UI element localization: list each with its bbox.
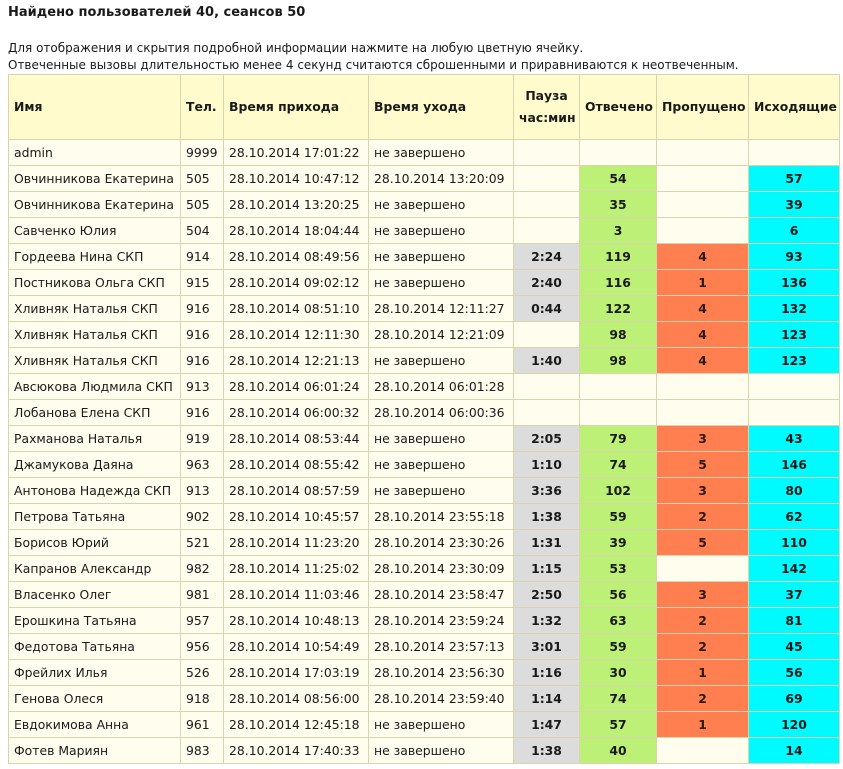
table-row	[9, 686, 840, 712]
cell-answered[interactable]: 53	[580, 556, 657, 582]
table-row	[9, 634, 840, 660]
cell-name: Власенко Олег	[9, 582, 181, 608]
cell-tel: 919	[181, 426, 224, 452]
cell-name: Рахманова Наталья	[9, 426, 181, 452]
cell-pause	[514, 322, 580, 348]
cell-missed	[657, 556, 749, 582]
cell-name: Хливняк Наталья СКП	[9, 322, 181, 348]
cell-missed	[657, 166, 749, 192]
cell-missed[interactable]: 4	[657, 322, 749, 348]
cell-departure: не завершено	[369, 192, 514, 218]
cell-arrival: 28.10.2014 08:51:10	[224, 296, 369, 322]
cell-pause[interactable]: 1:16	[514, 660, 580, 686]
cell-answered[interactable]: 122	[580, 296, 657, 322]
cell-name: Авсюкова Людмила СКП	[9, 374, 181, 400]
cell-answered[interactable]: 74	[580, 452, 657, 478]
cell-tel: 981	[181, 582, 224, 608]
cell-arrival: 28.10.2014 08:49:56	[224, 244, 369, 270]
table-row	[9, 322, 840, 348]
cell-outgoing[interactable]: 6	[749, 218, 840, 244]
cell-departure: 28.10.2014 23:56:30	[369, 660, 514, 686]
cell-outgoing[interactable]: 39	[749, 192, 840, 218]
cell-pause	[514, 140, 580, 166]
cell-departure: 28.10.2014 13:20:09	[369, 166, 514, 192]
cell-answered[interactable]: 63	[580, 608, 657, 634]
cell-tel: 957	[181, 608, 224, 634]
cell-pause	[514, 374, 580, 400]
cell-tel: 521	[181, 530, 224, 556]
cell-pause[interactable]: 2:05	[514, 426, 580, 452]
cell-pause[interactable]: 3:01	[514, 634, 580, 660]
cell-answered	[580, 400, 657, 426]
cell-outgoing[interactable]: 132	[749, 296, 840, 322]
cell-outgoing	[749, 140, 840, 166]
cell-tel: 913	[181, 478, 224, 504]
cell-arrival: 28.10.2014 08:55:42	[224, 452, 369, 478]
cell-name: Ерошкина Татьяна	[9, 608, 181, 634]
cell-pause[interactable]: 1:15	[514, 556, 580, 582]
cell-missed	[657, 218, 749, 244]
cell-pause	[514, 166, 580, 192]
cell-name: Антонова Надежда СКП	[9, 478, 181, 504]
table-row	[9, 374, 840, 400]
cell-departure: не завершено	[369, 140, 514, 166]
table-row	[9, 166, 840, 192]
cell-tel: 916	[181, 322, 224, 348]
cell-outgoing[interactable]: 69	[749, 686, 840, 712]
cell-departure: не завершено	[369, 348, 514, 374]
cell-answered[interactable]: 98	[580, 322, 657, 348]
cell-tel: 505	[181, 192, 224, 218]
column-header-answered[interactable]: Отвечено	[580, 75, 657, 140]
cell-outgoing[interactable]: 80	[749, 478, 840, 504]
table-row	[9, 348, 840, 374]
cell-departure: 28.10.2014 12:21:09	[369, 322, 514, 348]
cell-name: admin	[9, 140, 181, 166]
cell-outgoing	[749, 374, 840, 400]
table-header-row	[9, 75, 840, 140]
instruction-note: Для отображения и скрытия подробной информации нажмите на любую цветную ячейку.	[8, 41, 584, 55]
cell-tel: 526	[181, 660, 224, 686]
cell-missed[interactable]: 1	[657, 660, 749, 686]
cell-outgoing[interactable]: 93	[749, 244, 840, 270]
cell-pause[interactable]: 1:32	[514, 608, 580, 634]
cell-missed	[657, 374, 749, 400]
cell-arrival: 28.10.2014 08:57:59	[224, 478, 369, 504]
cell-arrival: 28.10.2014 06:00:32	[224, 400, 369, 426]
cell-tel: 505	[181, 166, 224, 192]
cell-answered[interactable]: 57	[580, 712, 657, 738]
cell-pause[interactable]: 2:50	[514, 582, 580, 608]
cell-departure: 28.10.2014 23:57:13	[369, 634, 514, 660]
cell-departure: 28.10.2014 06:01:28	[369, 374, 514, 400]
cell-missed[interactable]: 4	[657, 296, 749, 322]
table-row	[9, 452, 840, 478]
cell-name: Евдокимова Анна	[9, 712, 181, 738]
cell-missed	[657, 400, 749, 426]
cell-outgoing[interactable]: 43	[749, 426, 840, 452]
column-header-tel[interactable]: Тел.	[181, 75, 224, 140]
cell-pause[interactable]: 1:38	[514, 504, 580, 530]
table-row	[9, 556, 840, 582]
table-row	[9, 660, 840, 686]
cell-pause	[514, 192, 580, 218]
cell-tel: 982	[181, 556, 224, 582]
cell-departure: 28.10.2014 23:30:09	[369, 556, 514, 582]
cell-name: Фрейлих Илья	[9, 660, 181, 686]
cell-tel: 915	[181, 270, 224, 296]
column-header-pause-line2: час:мин	[519, 110, 576, 125]
cell-name: Генова Олеся	[9, 686, 181, 712]
cell-tel: 914	[181, 244, 224, 270]
cell-departure: не завершено	[369, 426, 514, 452]
cell-missed[interactable]: 3	[657, 478, 749, 504]
cell-arrival: 28.10.2014 11:23:20	[224, 530, 369, 556]
cell-pause[interactable]: 2:24	[514, 244, 580, 270]
cell-pause[interactable]: 2:40	[514, 270, 580, 296]
column-header-outgoing[interactable]: Исходящие	[749, 75, 840, 140]
cell-name: Лобанова Елена СКП	[9, 400, 181, 426]
cell-outgoing	[749, 400, 840, 426]
cell-answered[interactable]: 56	[580, 582, 657, 608]
cell-pause[interactable]: 0:44	[514, 296, 580, 322]
cell-pause[interactable]: 1:40	[514, 348, 580, 374]
cell-answered[interactable]: 116	[580, 270, 657, 296]
cell-tel: 916	[181, 400, 224, 426]
cell-arrival: 28.10.2014 17:01:22	[224, 140, 369, 166]
cell-name: Петрова Татьяна	[9, 504, 181, 530]
cell-tel: 983	[181, 738, 224, 764]
cell-name: Савченко Юлия	[9, 218, 181, 244]
cell-outgoing[interactable]: 45	[749, 634, 840, 660]
cell-arrival: 28.10.2014 17:40:33	[224, 738, 369, 764]
cell-outgoing[interactable]: 110	[749, 530, 840, 556]
column-header-arrival[interactable]: Время прихода	[224, 75, 369, 140]
cell-answered[interactable]: 59	[580, 504, 657, 530]
column-header-missed[interactable]: Пропущено	[657, 75, 749, 140]
cell-departure: не завершено	[369, 218, 514, 244]
table-row	[9, 738, 840, 764]
cell-answered[interactable]: 54	[580, 166, 657, 192]
cell-departure: 28.10.2014 23:30:26	[369, 530, 514, 556]
cell-arrival: 28.10.2014 10:54:49	[224, 634, 369, 660]
cell-outgoing[interactable]: 57	[749, 166, 840, 192]
table-row	[9, 192, 840, 218]
cell-tel: 916	[181, 348, 224, 374]
cell-departure: не завершено	[369, 478, 514, 504]
cell-answered[interactable]: 119	[580, 244, 657, 270]
users-sessions-table	[8, 74, 840, 764]
cell-name: Овчинникова Екатерина	[9, 166, 181, 192]
cell-departure: 28.10.2014 23:58:47	[369, 582, 514, 608]
cell-name: Хливняк Наталья СКП	[9, 348, 181, 374]
cell-pause[interactable]: 1:31	[514, 530, 580, 556]
cell-departure: не завершено	[369, 712, 514, 738]
table-row	[9, 582, 840, 608]
table-row	[9, 608, 840, 634]
cell-arrival: 28.10.2014 08:53:44	[224, 426, 369, 452]
cell-departure: 28.10.2014 23:55:18	[369, 504, 514, 530]
cell-arrival: 28.10.2014 11:03:46	[224, 582, 369, 608]
cell-outgoing[interactable]: 123	[749, 348, 840, 374]
cell-outgoing[interactable]: 136	[749, 270, 840, 296]
cell-departure: 28.10.2014 06:00:36	[369, 400, 514, 426]
cell-arrival: 28.10.2014 12:45:18	[224, 712, 369, 738]
cell-pause[interactable]: 1:47	[514, 712, 580, 738]
cell-missed	[657, 192, 749, 218]
cell-outgoing[interactable]: 62	[749, 504, 840, 530]
cell-departure: не завершено	[369, 738, 514, 764]
column-header-pause[interactable]	[514, 75, 580, 140]
cell-arrival: 28.10.2014 13:20:25	[224, 192, 369, 218]
page-heading: Найдено пользователей 40, сеансов 50	[8, 5, 306, 20]
cell-tel: 961	[181, 712, 224, 738]
cell-arrival: 28.10.2014 06:01:24	[224, 374, 369, 400]
cell-outgoing[interactable]: 142	[749, 556, 840, 582]
table-body	[9, 140, 840, 764]
cell-missed[interactable]: 2	[657, 686, 749, 712]
dropped-calls-note: Отвеченные вызовы длительностью менее 4 секунд считаются сброшенными и приравниваются к неотвеченным.	[8, 58, 739, 72]
table-row	[9, 244, 840, 270]
cell-missed[interactable]: 3	[657, 426, 749, 452]
cell-name: Фотев Мариян	[9, 738, 181, 764]
cell-tel: 902	[181, 504, 224, 530]
table-row	[9, 426, 840, 452]
cell-departure: не завершено	[369, 452, 514, 478]
table-row	[9, 504, 840, 530]
cell-tel: 9999	[181, 140, 224, 166]
cell-missed[interactable]: 1	[657, 270, 749, 296]
table-row	[9, 270, 840, 296]
cell-missed[interactable]: 2	[657, 634, 749, 660]
cell-name: Гордеева Нина СКП	[9, 244, 181, 270]
cell-outgoing[interactable]: 81	[749, 608, 840, 634]
cell-name: Овчинникова Екатерина	[9, 192, 181, 218]
cell-pause	[514, 400, 580, 426]
cell-tel: 918	[181, 686, 224, 712]
cell-arrival: 28.10.2014 18:04:44	[224, 218, 369, 244]
cell-tel: 916	[181, 296, 224, 322]
cell-answered	[580, 374, 657, 400]
cell-arrival: 28.10.2014 12:21:13	[224, 348, 369, 374]
table-row	[9, 140, 840, 166]
cell-departure: не завершено	[369, 270, 514, 296]
column-header-name[interactable]: Имя	[9, 75, 181, 140]
cell-arrival: 28.10.2014 10:48:13	[224, 608, 369, 634]
cell-tel: 956	[181, 634, 224, 660]
column-header-departure[interactable]: Время ухода	[369, 75, 514, 140]
cell-pause	[514, 218, 580, 244]
cell-answered[interactable]: 30	[580, 660, 657, 686]
cell-answered[interactable]: 3	[580, 218, 657, 244]
cell-pause[interactable]: 1:14	[514, 686, 580, 712]
cell-outgoing[interactable]: 123	[749, 322, 840, 348]
cell-missed[interactable]: 3	[657, 582, 749, 608]
cell-missed	[657, 140, 749, 166]
cell-answered[interactable]: 98	[580, 348, 657, 374]
table-row	[9, 218, 840, 244]
cell-answered[interactable]: 39	[580, 530, 657, 556]
cell-pause[interactable]: 3:36	[514, 478, 580, 504]
cell-outgoing[interactable]: 37	[749, 582, 840, 608]
table-row	[9, 530, 840, 556]
cell-missed[interactable]: 5	[657, 530, 749, 556]
cell-missed[interactable]: 2	[657, 608, 749, 634]
cell-departure: 28.10.2014 23:59:40	[369, 686, 514, 712]
cell-answered[interactable]: 79	[580, 426, 657, 452]
cell-answered[interactable]: 59	[580, 634, 657, 660]
cell-tel: 504	[181, 218, 224, 244]
cell-outgoing[interactable]: 146	[749, 452, 840, 478]
cell-arrival: 28.10.2014 10:45:57	[224, 504, 369, 530]
cell-outgoing[interactable]: 120	[749, 712, 840, 738]
cell-name: Федотова Татьяна	[9, 634, 181, 660]
cell-departure: не завершено	[369, 244, 514, 270]
cell-missed[interactable]: 4	[657, 244, 749, 270]
table-row	[9, 296, 840, 322]
cell-missed	[657, 738, 749, 764]
cell-pause[interactable]: 1:38	[514, 738, 580, 764]
cell-tel: 963	[181, 452, 224, 478]
cell-arrival: 28.10.2014 11:25:02	[224, 556, 369, 582]
cell-name: Хливняк Наталья СКП	[9, 296, 181, 322]
cell-missed[interactable]: 2	[657, 504, 749, 530]
cell-answered[interactable]: 102	[580, 478, 657, 504]
cell-missed[interactable]: 5	[657, 452, 749, 478]
table-row	[9, 478, 840, 504]
cell-missed[interactable]: 4	[657, 348, 749, 374]
column-header-pause-line1: Пауза	[525, 88, 568, 103]
cell-arrival: 28.10.2014 10:47:12	[224, 166, 369, 192]
cell-departure: 28.10.2014 12:11:27	[369, 296, 514, 322]
cell-pause[interactable]: 1:10	[514, 452, 580, 478]
cell-missed[interactable]: 1	[657, 712, 749, 738]
cell-tel: 913	[181, 374, 224, 400]
cell-outgoing[interactable]: 56	[749, 660, 840, 686]
table-row	[9, 400, 840, 426]
cell-answered	[580, 140, 657, 166]
table-row	[9, 712, 840, 738]
cell-name: Капранов Александр	[9, 556, 181, 582]
cell-answered[interactable]: 35	[580, 192, 657, 218]
cell-name: Борисов Юрий	[9, 530, 181, 556]
cell-name: Постникова Ольга СКП	[9, 270, 181, 296]
cell-answered[interactable]: 74	[580, 686, 657, 712]
cell-arrival: 28.10.2014 17:03:19	[224, 660, 369, 686]
cell-outgoing[interactable]: 14	[749, 738, 840, 764]
cell-departure: 28.10.2014 23:59:24	[369, 608, 514, 634]
cell-answered[interactable]: 40	[580, 738, 657, 764]
cell-arrival: 28.10.2014 12:11:30	[224, 322, 369, 348]
cell-name: Джамукова Даяна	[9, 452, 181, 478]
cell-arrival: 28.10.2014 08:56:00	[224, 686, 369, 712]
cell-arrival: 28.10.2014 09:02:12	[224, 270, 369, 296]
